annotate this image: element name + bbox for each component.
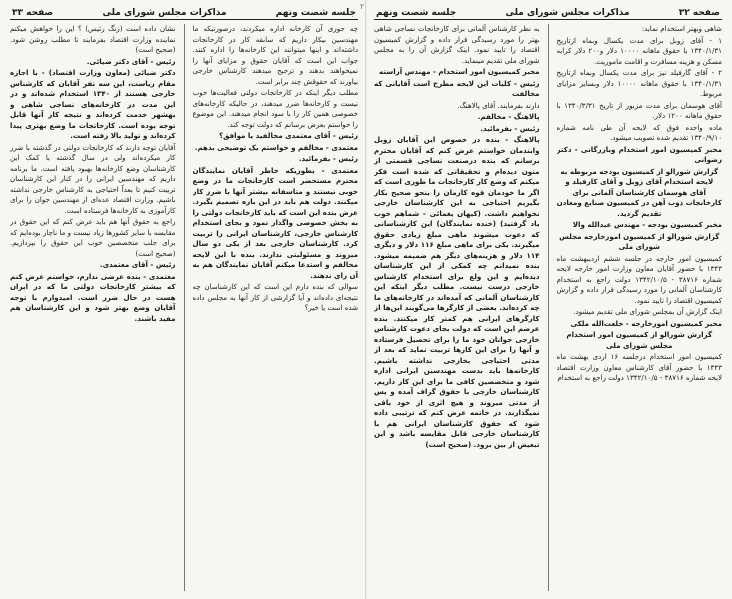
paragraph: دارند بفرمایند. آقای پالاهنگ. — [457, 100, 540, 110]
paragraph: گزارش شورالو از کمیسیون امورخارجه مجلس شورای ملی — [559, 231, 720, 251]
paragraph: دکتر ضیائی (معاون وزارت اقتصاد) - با اجازه مقام ریاست، این سه نفر آقایان که کارشناس خارجی هستند از ۱۳۴۰ استخدام شده‌اند و در این مدت در کارخانه‌های نساجی شاهی و بهشهر خدمت کرده‌اند و نتیجه کار آنها قابل توجه بوده است. کارخانجات ما وضع بهتری پیدا کرده‌اند و تولید بالا رفته است. — [10, 68, 176, 140]
paragraph: راجع به حقوق آنها هم باید عرض کنم که این حقوق در مقایسه با سایر کشورها زیاد نیست و ما ناچار بوده‌ایم که برای جلب متخصصین خوب این حقوق را بپردازیم. (صحیح است) — [10, 217, 176, 258]
header-page-number: صفحه ۳۲ — [678, 7, 720, 18]
paragraph: معتمدی - بطوریکه خاطر آقایان نمایندگان محترم مستحضر است کارخانجات ما در وضع خوبی نیستند و متاسفانه بیشتر آنها با ضرر کار میکنند. دولت هم باید در این باره تصمیم بگیرد. عرض بنده این است که باید کارخانجات دولتی را به بخش خصوصی واگذار نمود و بجای استخدام کارشناس خارجی، کارشناسان ایرانی را تربیت کرد. کارشناسان خارجی بعد از یکی دو سال میروند و مسئولیتی ندارند. بنده با این لایحه مخالفم و استدعا میکنم آقایان نمایندگان هم به آن رای ندهند. — [192, 165, 358, 280]
paragraph: رئیس - بفرمائید. — [298, 154, 358, 163]
paragraph: رئیس - آقای معتمدی. — [99, 260, 176, 269]
header-title: مذاکرات مجلس شورای ملی — [102, 7, 227, 18]
paragraph: مخبر کمیسیون بودجه - مهندس عبدالله والا — [572, 220, 722, 229]
paragraph: معتمدی - بنده عرضی ندارم، خواستم عرض کنم که بیشتر کارخانجات دولتی ما که در ایران هست در حال ضرر است. امیدوارم با توجه آقایان وضع بهتر شود و این کارشناسان هم مفید باشند. — [10, 271, 176, 323]
column-divider — [548, 24, 549, 591]
paragraph: ۲ - آقای گارفیلد نیز برای مدت یکسال وبماه ازتاریخ ۱۳۴۰/۱/۳۱ با حقوق ماهانه ۱۰۰۰۰ دلار وبسایر مزایای مربوط. — [556, 68, 722, 98]
page-header — [374, 6, 722, 20]
header-title: مذاکرات مجلس شورای ملی — [505, 7, 630, 18]
paragraph: آقای هوسمان برای مدت مزبور از تاریخ ۱۳۴۰/۳/۳۱ با حقوق ماهانه ۱۲۰۰ دلار. — [556, 100, 722, 120]
column-divider — [184, 24, 185, 591]
text-column-left — [374, 24, 540, 591]
header-page-number: صفحه ۳۳ — [12, 7, 54, 18]
paragraph: مخبر کمیسیون امور استخدام وبازرگانی - دکتر رضوانی — [556, 144, 722, 164]
text-columns — [10, 24, 358, 591]
page-32 — [368, 6, 728, 591]
paragraph: نشان داده است (زنگ رئیس) ؟ این را خواهش میکنم نماینده وزارت اقتصاد بفرمایند تا مطلب روشن شود. (صحیح است) — [10, 24, 176, 54]
text-column-right — [193, 24, 359, 591]
paragraph: کمیسیون امور خارجه در جلسه ششم اردیبهشت ماه ۱۳۴۳ با حضور آقایان معاون وزارت امور خارجه لایحه شماره ۳۸۷۱۶ - ۱۳۴۲/۱۰/۵ دولت راجع به استخدام کارشناسان آلمانی را مورد رسیدگی قرار داده و گزارش کمیسیون اقتصاد را تایید نمود. — [556, 253, 722, 305]
paragraph: مخبر کمیسیون امورخارجه - خلعت‌الله ملکی — [570, 318, 722, 328]
paragraph: کمیسیون امور استخدام درجلسه ۱۶ اردی بهشت ماه ۱۳۴۳ با حضور آقای کارشناس معاون وزارت اقتصاد لایحه شماره ۳۸۷۱۶ - ۱۳۴۲/۱۰/۵ دولت راجع به استخدام — [556, 352, 722, 382]
paragraph: اینک گزارش آن بمجلس شورای ملی تقدیم میشود. — [573, 307, 722, 316]
paragraph: چه جوری آن کارخانه اداره میکردند، درصورتیکه ما مهندسین بیکار داریم که سابقه کار در کارخانجات داشته‌اند و اینها میتوانند این کارخانه‌ها را اداره کنند. جواب این است که آقایان حقوق و مزایای آنها را نمیخواهند بدهند و ترجیح میدهند کارشناس خارجی بیاورند که حقوقش چند برابر است. — [192, 24, 358, 86]
text-column-right — [557, 24, 723, 591]
paragraph: ۱ - آقای زوبل برای مدت یکسال وبماه ازتاریخ ۱۳۴۰/۱/۳۱ با حقوق ماهانه ۱۰۰۰۰ دلار و۲۰۰ دلار کرایه مسکن و هزینه مسافرت و اقامت ماموریت. — [556, 35, 722, 66]
paragraph: شاهی وبهتر استخدام نماید: — [641, 24, 722, 33]
paragraph: ماده واحده فوق که لایحه آن طی نامه شماره ۱۳۴۰/۹/۱۰ تقدیم شده تصویب میشود. — [556, 122, 722, 142]
header-session: جلسه شصت ونهم — [275, 7, 356, 18]
paragraph: معتمدی - مخالفم و خواستم یک توضیحی بدهم. — [194, 142, 358, 152]
paragraph: گزارش شورالو از کمیسیون بودجه مربوطه به لایحه استخدام آقای زوبل و آقای کارفیلد و آقای هوسمان کارشناسان آلمانی برای کارخانجات ذوب آهن در کمیسیون صنایع ومعادن تقدیم گردید. — [556, 166, 722, 218]
paragraph: آقایان توجه دارند که کارخانجات دولتی در گذشته با ضرر کار میکرده‌اند ولی در سال گذشته با کمک این کارشناسان وضع کارخانه‌ها بهبود یافته است. ما برنامه داریم که مهندسین ایرانی را در کنار این کارشناسان تربیت کنیم تا بعداً احتیاجی به کارشناس خارجی نداشته باشیم. وزارت اقتصاد عده‌ای از مهندسین جوان را برای کارآموزی به کارخانه‌ها فرستاده است. — [10, 142, 176, 215]
paragraph: به نظر کارشناس آلمانی برای کارخانجات نساجی شاهی بهتر را مورد رسیدگی قرار داده و گزارش کمیسیون اقتصاد را تایید نمود. اینک گزارش آن را به مجلس شورای ملی تقدیم مینماید. — [374, 24, 540, 65]
page-gutter — [365, 0, 367, 599]
page-header — [10, 6, 358, 20]
paragraph: رئیس - آقای دکتر ضیائی. — [86, 56, 176, 66]
paragraph: پالاهنگ - بنده در خصوص این آقایان زوبل وابندمان خواستم عرض کنم که آقایان محترم برسانم که بنده درصنعت نساجی قسمتی از متون دیده‌ام و تحقیقاتی که شده است فکر میکنم که وضع کار کارخانجات ما طوری است که اگر ما خودمان قوه کارمان را بنحو صحیح بکار بگیریم احتیاجی به این کارشناسان خارجی نخواهیم داشت. (کیهان یغمائی - شماهم خوب یاد گرفتید) (خنده نمایندگان) این کارشناسانی که دعوت میشوند ماهی مبلغ زیادی حقوق میگیرند. یکی برای ماهی مبلغ ۱۱۶ دلار و دیگری ۱۱۴ دلار و هزینه‌های دیگر هم ضمیمه میشود. بنده نمیدانم چه کمکی از این کارشناسان دیده‌ایم و این ولع برای استخدام کارشناس خارجی درست نیست. مطلب دیگر اینکه این کارشناسان آلمانی که آمده‌اند در کارخانه‌های ما چه کرده‌اند. بعضی از کارگرها می‌گویند این‌ها از کارگرهای ایرانی هم کمتر کار میکنند. بنده عرضم این است که دولت بجای دعوت کارشناس خارجی جوانان خود ما را برای تحصیل فرستاده و آنها را برای این کارها تربیت نماید که بعد از مدتی احتیاجی بخارجی نداشته باشیم. کارخانه‌ها باید بدست مهندسین ایرانی اداره شود و متخصصین کافی ما برای این کار داریم. کارشناسان خارجی با حقوق گزاف آمده و پس از مدتی میروند و هیچ اثری از خود باقی نمیگذارند. در خاتمه عرض کنم که ترتیبی داده شود که حقوق کارشناسان ایرانی هم با کارشناسان خارجی قابل مقایسه باشد و این تبعیض از بین برود. (صحیح است) — [374, 135, 540, 449]
text-column-left — [10, 24, 176, 591]
text-columns — [374, 24, 722, 591]
paragraph: رئیس - آقای معتمدی مخالفید یا موافق؟ — [218, 131, 358, 140]
page-33 — [4, 6, 364, 591]
paragraph: پالاهنگ - مخالفم. — [477, 112, 540, 121]
paragraph: سوالی که بنده دارم این است که این کارشناسان چه نتیجه‌ای داده‌اند و آیا گزارشی از کار آنها به مجلس داده شده است یا خیر؟ — [192, 282, 358, 312]
paragraph: مخبر کمیسیون امور استخدام - مهندس آراسته — [379, 67, 540, 76]
header-session: جلسه شصت ونهم — [376, 7, 457, 18]
paragraph: مطلب دیگر اینکه در کارخانجات دولتی فعالیت‌ها خوب نیست و کارخانه‌ها ضرر میدهند، در حالیکه کارخانه‌های خصوصی همین کار را با سود انجام میدهند. این موضوع را خواستم بعرض برسانم که دولت توجه کند. — [192, 88, 358, 129]
paragraph: گزارش شورالو از کمیسیون امور استخدام مجلس شورای ملی — [566, 330, 713, 350]
gutter-mark: ۲ — [360, 2, 365, 11]
paragraph: رئیس - بفرمائید. — [480, 123, 540, 133]
paragraph: رئیس - کلیات این لایحه مطرح است آقایانی که مخالفت — [374, 78, 540, 98]
